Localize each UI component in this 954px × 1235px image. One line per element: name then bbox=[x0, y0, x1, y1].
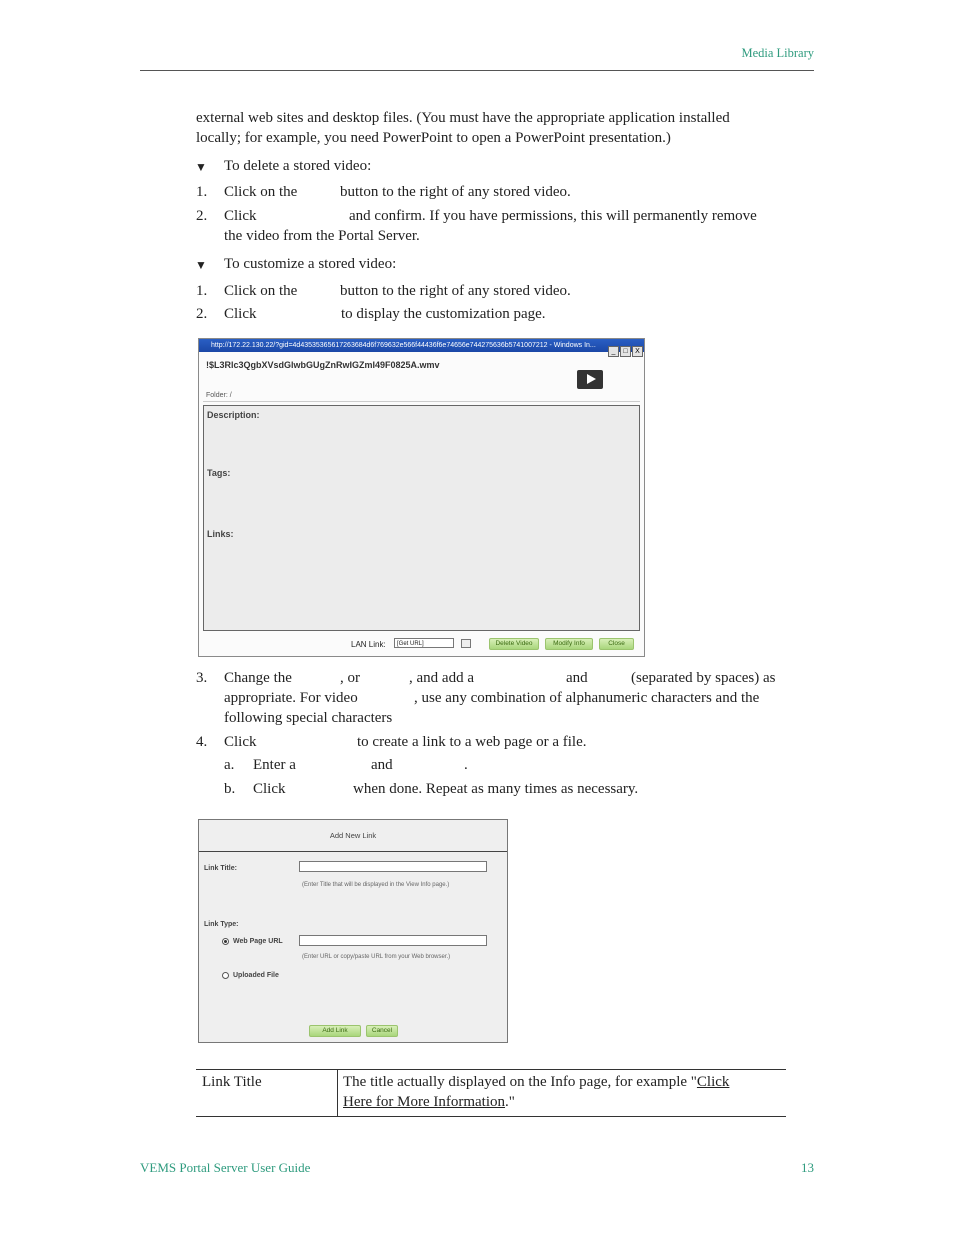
header-section-title: Media Library bbox=[741, 46, 814, 60]
table-term: Link Title bbox=[202, 1074, 262, 1090]
substep-text: . bbox=[464, 757, 468, 773]
divider bbox=[203, 401, 640, 402]
delete-video-button[interactable]: Delete Video bbox=[489, 638, 539, 650]
maximize-icon[interactable]: □ bbox=[620, 346, 631, 357]
customize-heading: To customize a stored video: bbox=[224, 256, 397, 272]
step3-text: , use any combination of alphanumeric characters and the bbox=[414, 690, 760, 706]
tags-label: Tags: bbox=[207, 468, 231, 478]
links-label: Links: bbox=[207, 529, 234, 539]
video-filename: !$L3Rlc3QgbXVsdGlwbGUgZnRwIGZmI49F0825A.wmv bbox=[206, 360, 440, 370]
footer-guide-title: VEMS Portal Server User Guide bbox=[140, 1160, 311, 1175]
step3-text: appropriate. For video bbox=[224, 690, 358, 706]
step3-text: , and add a bbox=[409, 670, 474, 686]
folder-path: Folder: / bbox=[206, 392, 232, 399]
link-title-label: Link Title: bbox=[204, 865, 237, 872]
delete-heading: To delete a stored video: bbox=[224, 158, 372, 174]
delete-step-text: Click bbox=[224, 208, 257, 224]
customize-step-text: to display the customization page. bbox=[341, 306, 546, 322]
minimize-icon[interactable]: _ bbox=[608, 346, 619, 357]
substep-text: Enter a bbox=[253, 757, 296, 773]
link-title-hint: (Enter Title that will be displayed in the View Info page.) bbox=[302, 882, 450, 888]
lan-link-label: LAN Link: bbox=[351, 640, 386, 649]
web-page-url-radio[interactable] bbox=[222, 938, 229, 945]
customize-step-text: Click bbox=[224, 306, 257, 322]
table-desc-text: The title actually displayed on the Info page, for example " bbox=[343, 1074, 697, 1090]
table-top-rule bbox=[196, 1069, 786, 1070]
info-link[interactable]: Click bbox=[696, 1074, 730, 1090]
delete-step-num: 1. bbox=[196, 184, 208, 200]
add-link-button[interactable]: Add Link bbox=[309, 1025, 361, 1037]
close-icon[interactable]: X bbox=[632, 346, 643, 357]
cancel-button[interactable]: Cancel bbox=[366, 1025, 398, 1037]
substep-letter: b. bbox=[224, 781, 236, 797]
customize-bullet-icon: ▼ bbox=[195, 258, 207, 272]
table-bottom-rule bbox=[196, 1116, 786, 1117]
delete-step-text: the video from the Portal Server. bbox=[224, 228, 420, 244]
info-link[interactable]: Here for More Information bbox=[343, 1094, 506, 1110]
info-panel bbox=[203, 405, 640, 631]
header-rule bbox=[140, 70, 814, 71]
step3-text: following special characters bbox=[224, 710, 393, 726]
uploaded-file-label: Uploaded File bbox=[233, 972, 279, 979]
table-column-rule bbox=[337, 1069, 338, 1117]
step3-text: , or bbox=[340, 670, 360, 686]
delete-step-num: 2. bbox=[196, 208, 208, 224]
url-hint: (Enter URL or copy/paste URL from your Web browser.) bbox=[302, 954, 451, 960]
step4-text: to create a link to a web page or a file. bbox=[357, 734, 587, 750]
delete-step-text: Click on the bbox=[224, 184, 298, 200]
play-icon[interactable] bbox=[577, 370, 603, 389]
delete-step-text: button to the right of any stored video. bbox=[340, 184, 571, 200]
step3-text: and bbox=[566, 670, 588, 686]
web-page-url-label: Web Page URL bbox=[233, 938, 283, 945]
modify-info-button[interactable]: Modify Info bbox=[545, 638, 593, 650]
substep-text: and bbox=[371, 757, 393, 773]
dialog-title: Add New Link bbox=[199, 820, 507, 852]
customize-step-text: button to the right of any stored video. bbox=[340, 283, 571, 299]
customize-step-num: 2. bbox=[196, 306, 208, 322]
description-label: Description: bbox=[207, 410, 260, 420]
substep-text: Click bbox=[253, 781, 286, 797]
step4-text: Click bbox=[224, 734, 257, 750]
add-link-dialog bbox=[198, 819, 508, 1043]
intro-line-2: locally; for example, you need PowerPoint to open a PowerPoint presentation.) bbox=[196, 130, 671, 146]
url-input[interactable] bbox=[299, 935, 487, 946]
link-type-label: Link Type: bbox=[204, 921, 239, 928]
window-title-bar: http://172.22.130.22/?gid=4d43535365617263684d6f769632e566f44436f6e74656e744275636b5741007212 - Windows In... bbox=[199, 339, 644, 352]
close-button[interactable]: Close bbox=[599, 638, 634, 650]
lan-link-input[interactable]: [Get URL] bbox=[394, 638, 454, 648]
step-num: 4. bbox=[196, 734, 208, 750]
uploaded-file-radio[interactable] bbox=[222, 972, 229, 979]
substep-text: when done. Repeat as many times as necessary. bbox=[353, 781, 639, 797]
table-desc-text: ." bbox=[505, 1094, 515, 1110]
customize-window bbox=[198, 338, 645, 657]
delete-step-text: and confirm. If you have permissions, this will permanently remove bbox=[349, 208, 757, 224]
intro-line-1: external web sites and desktop files. (You must have the appropriate application installed bbox=[196, 110, 730, 126]
customize-step-num: 1. bbox=[196, 283, 208, 299]
step3-text: Change the bbox=[224, 670, 292, 686]
step3-text: (separated by spaces) as bbox=[631, 670, 776, 686]
delete-bullet-icon: ▼ bbox=[195, 160, 207, 174]
step-num: 3. bbox=[196, 670, 208, 686]
table-description bbox=[343, 1072, 783, 1112]
window-controls bbox=[607, 340, 643, 358]
substep-letter: a. bbox=[224, 757, 235, 773]
link-title-input[interactable] bbox=[299, 861, 487, 872]
customize-step-text: Click on the bbox=[224, 283, 298, 299]
copy-icon[interactable] bbox=[461, 639, 471, 648]
page-number: 13 bbox=[801, 1160, 814, 1175]
